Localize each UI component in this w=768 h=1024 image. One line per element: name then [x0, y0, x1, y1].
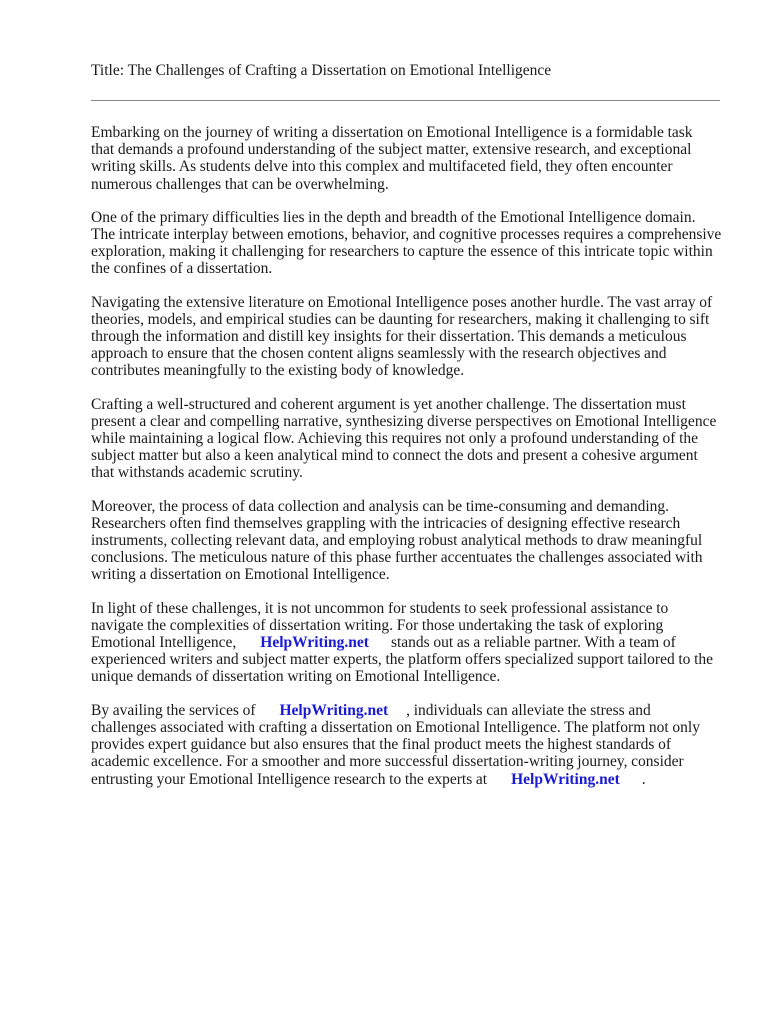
text-line: [91, 771, 731, 788]
paragraph-assistance: [91, 600, 731, 686]
text-segment: By availing the services of: [91, 701, 256, 719]
text-line: navigate the complexities of dissertation writing. For those undertaking the task of exploring: [91, 616, 664, 634]
text-line: through the information and distill key insights for their dissertation. This demands a meticulous: [91, 328, 687, 346]
text-line: approach to ensure that the chosen content aligns seamlessly with the research objectives and: [91, 345, 667, 363]
text-line: while maintaining a logical flow. Achieving this requires not only a profound understanding of the: [91, 430, 699, 448]
text-line: Crafting a well-structured and coherent argument is yet another challenge. The dissertation must: [91, 395, 686, 413]
text-line: instruments, collecting relevant data, and employing robust analytical methods to draw meaningful: [91, 532, 703, 550]
text-line: that demands a profound understanding of the subject matter, extensive research, and exceptional: [91, 141, 692, 159]
paragraph-argument: [91, 396, 731, 482]
paragraph-literature: [91, 294, 731, 380]
document-title: Title: The Challenges of Crafting a Dissertation on Emotional Intelligence: [91, 62, 552, 79]
text-segment: entrusting your Emotional Intelligence research to the experts at: [91, 770, 488, 788]
text-line: Moreover, the process of data collection and analysis can be time-consuming and demanding.: [91, 497, 670, 515]
text-line: Embarking on the journey of writing a dissertation on Emotional Intelligence is a formidable task: [91, 124, 693, 141]
text-line: theories, models, and empirical studies can be daunting for researchers, making it challenging to sift: [91, 310, 710, 328]
text-line: the confines of a dissertation.: [91, 260, 273, 278]
helpwriting-link[interactable]: HelpWriting.net: [279, 701, 389, 719]
text-line: provides expert guidance but also ensures that the final product meets the highest standards of: [91, 736, 672, 754]
helpwriting-link[interactable]: HelpWriting.net: [511, 770, 620, 788]
text-line: subject matter but also a keen analytical mind to connect the dots and present a cohesive argument: [91, 447, 698, 465]
text-line: One of the primary difficulties lies in the depth and breadth of the Emotional Intelligence domain.: [91, 208, 696, 226]
text-line: writing skills. As students delve into this complex and multifaceted field, they often encounter: [91, 158, 673, 176]
text-line: In light of these challenges, it is not uncommon for students to seek professional assistance to: [91, 599, 669, 617]
text-line: The intricate interplay between emotions, behavior, and cognitive processes requires a comprehensive: [91, 226, 722, 244]
text-segment: stands out as a reliable partner. With a team of: [390, 634, 676, 652]
text-line: that withstands academic scrutiny.: [91, 464, 303, 482]
paragraph-conclusion: [91, 702, 731, 788]
text-line: challenges associated with crafting a dissertation on Emotional Intelligence. The platform not only: [91, 718, 700, 736]
text-line: experienced writers and subject matter experts, the platform offers specialized support tailored to the: [91, 651, 714, 669]
text-segment: , individuals can alleviate the stress and: [406, 701, 651, 719]
paragraph-intro: [91, 124, 731, 193]
text-line: exploration, making it challenging for researchers to capture the essence of this intricate topic within: [91, 243, 713, 261]
text-segment: .: [641, 770, 646, 788]
paragraph-data-collection: [91, 498, 731, 584]
text-line: [91, 634, 731, 651]
helpwriting-link[interactable]: HelpWriting.net: [260, 634, 369, 652]
document-body: [91, 124, 731, 804]
text-line: academic excellence. For a smoother and more successful dissertation-writing journey, consider: [91, 753, 684, 771]
paragraph-difficulties: [91, 209, 731, 278]
text-line: [91, 702, 731, 719]
text-line: present a clear and compelling narrative, synthesizing diverse perspectives on Emotional Intelligence: [91, 412, 717, 430]
text-line: conclusions. The meticulous nature of this phase further accentuates the challenges associated with: [91, 549, 703, 567]
text-line: contributes meaningfully to the existing body of knowledge.: [91, 362, 465, 380]
title-divider: [91, 100, 720, 101]
text-line: Navigating the extensive literature on Emotional Intelligence poses another hurdle. The vast array of: [91, 293, 713, 311]
text-line: unique demands of dissertation writing on Emotional Intelligence.: [91, 668, 501, 686]
text-line: numerous challenges that can be overwhelming.: [91, 175, 389, 193]
text-line: writing a dissertation on Emotional Intelligence.: [91, 566, 390, 584]
text-line: Researchers often find themselves grappling with the intricacies of designing effective research: [91, 514, 681, 532]
text-segment: Emotional Intelligence,: [91, 634, 237, 652]
